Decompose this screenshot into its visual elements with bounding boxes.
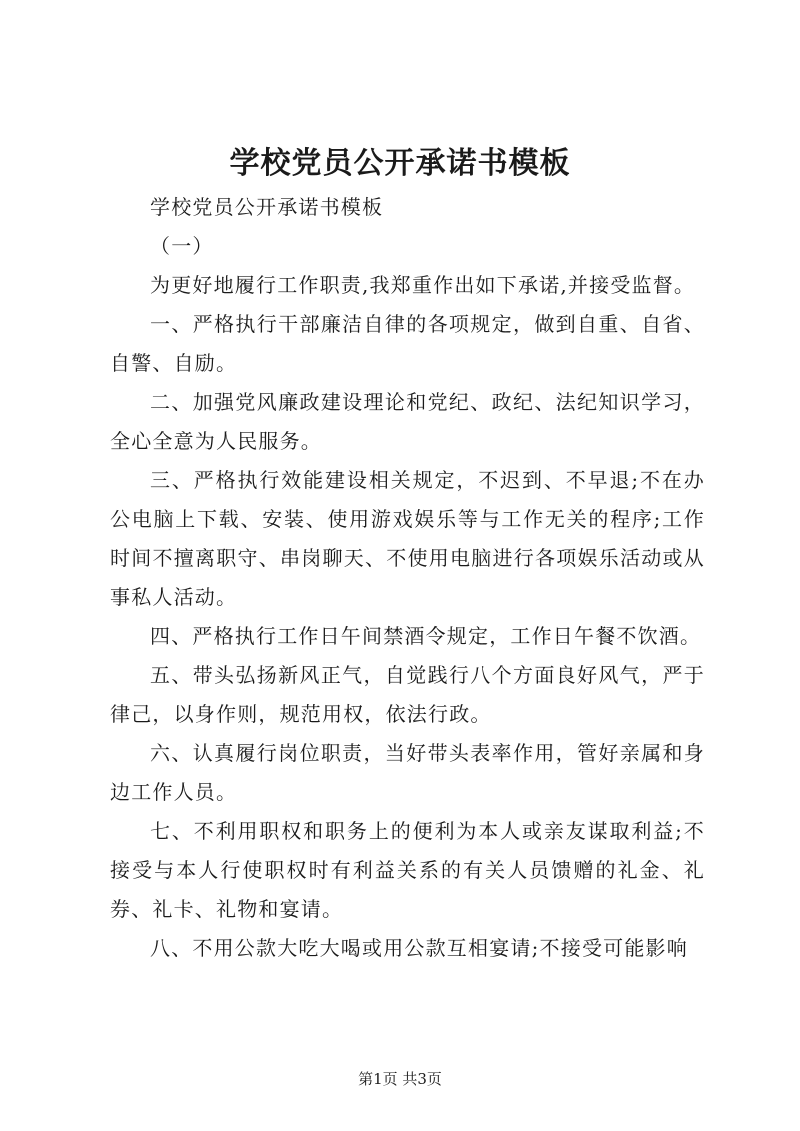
paragraph-item-2: 二、加强党风廉政建设理论和党纪、政纪、法纪知识学习，全心全意为人民服务。 [110, 390, 705, 453]
paragraph-section-number: （一） [150, 234, 214, 258]
paragraph-item-8: 八、不用公款大吃大喝或用公款互相宴请;不接受可能影响 [150, 936, 688, 960]
paragraph-subtitle: 学校党员公开承诺书模板 [150, 195, 384, 219]
paragraph-item-3: 三、严格执行效能建设相关规定，不迟到、不早退;不在办公电脑上下载、安装、使用游戏娱乐等与工作无关的程序;工作时间不擅离职守、串岗聊天、不使用电脑进行各项娱乐活动或从事私人活动。 [110, 468, 705, 609]
page-footer: 第1页 共3页 [358, 1070, 442, 1088]
document-body [110, 188, 705, 968]
paragraph-item-4: 四、严格执行工作日午间禁酒令规定，工作日午餐不饮酒。 [150, 624, 702, 648]
paragraph-item-1: 一、严格执行干部廉洁自律的各项规定，做到自重、自省、自警、自励。 [110, 312, 705, 375]
paragraph-item-7: 七、不利用职权和职务上的便利为本人或亲友谋取利益;不接受与本人行使职权时有利益关系的有关人员馈赠的礼金、礼券、礼卡、礼物和宴请。 [110, 819, 705, 921]
paragraph-item-6: 六、认真履行岗位职责，当好带头表率作用，管好亲属和身边工作人员。 [110, 741, 705, 804]
paragraph-item-5: 五、带头弘扬新风正气，自觉践行八个方面良好风气，严于律己，以身作则，规范用权，依法行政。 [110, 663, 705, 726]
paragraph-intro: 为更好地履行工作职责,我郑重作出如下承诺,并接受监督。 [150, 273, 696, 297]
document-title: 学校党员公开承诺书模板 [229, 146, 571, 181]
